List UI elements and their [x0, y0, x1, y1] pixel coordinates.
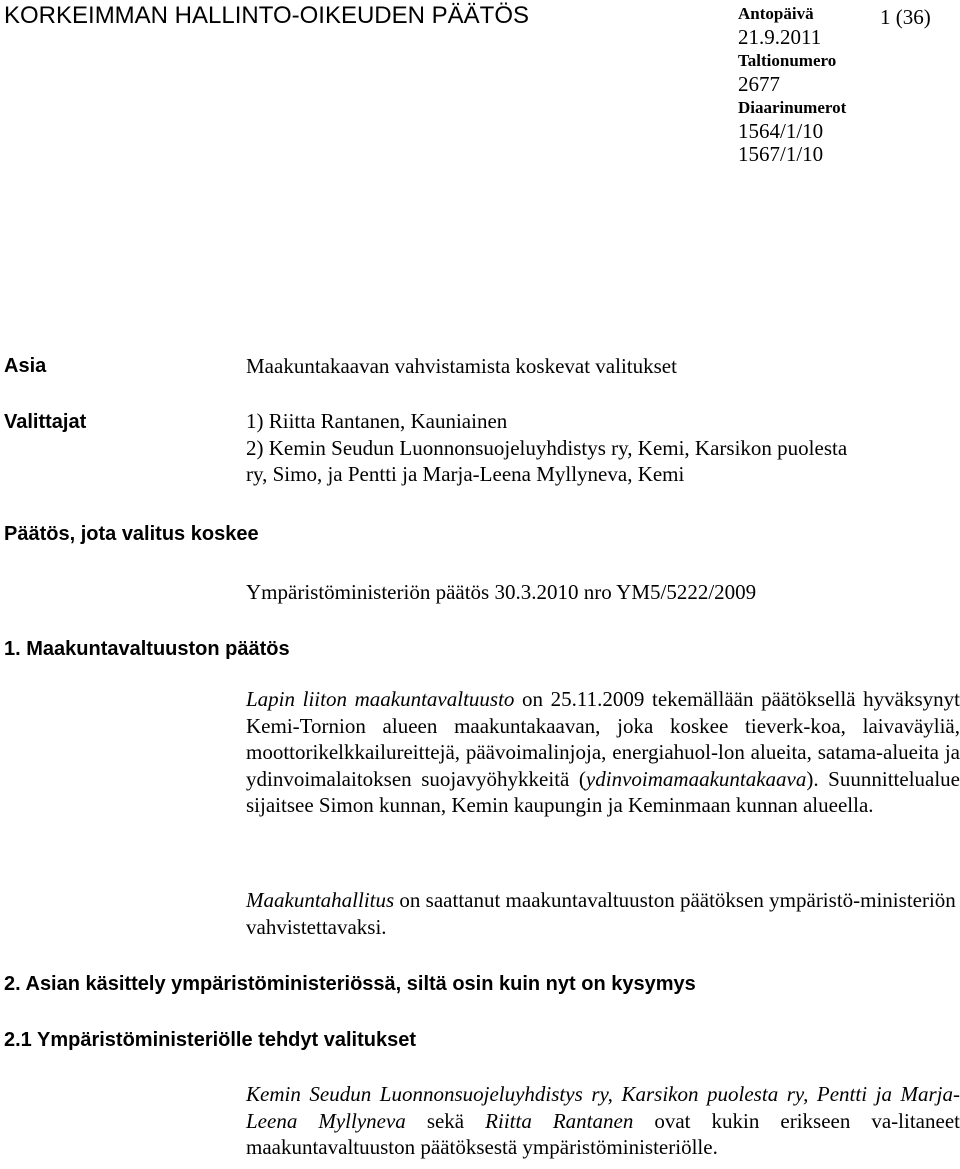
paragraph-text: sekä [405, 1108, 486, 1133]
date-value: 21.9.2011 [738, 24, 822, 49]
paragraph-text: on 25.11.2009 tekemällään päätöksellä hyväksynyt Kemi-Tornion alueen maakuntakaavan, joka koskee tieverk-koa, laivaväyliä, moottorikelkkailureittejä, päävoimalinjoja, energiahuol-lon alueita, satama-alueita ja ydinvoimalaitoksen suojavyöhykkeitä ( [246, 687, 960, 791]
section-1-paragraph-1 [246, 686, 960, 819]
page-number: 1 (36) [880, 5, 931, 29]
appellant-line: ry, Simo, ja Pentti ja Marja-Leena Myllyneva, Kemi [246, 462, 685, 486]
paragraph-text: ). Suunnittelualue sijaitsee Simon kunnan, Kemin kaupungin ja Keminmaan kunnan alueella. [246, 766, 960, 817]
section-1-heading: 1. Maakuntavaltuuston päätös [4, 638, 290, 660]
paragraph-text: ovat kukin erikseen va-litaneet maakuntavaltuuston päätöksestä ympäristöministeriölle. [246, 1108, 960, 1159]
appealed-decision-label: Päätös, jota valitus koskee [4, 523, 259, 545]
appellant-line: 1) Riitta Rantanen, Kauniainen [246, 409, 508, 433]
record-number-value: 2677 [738, 71, 780, 96]
section-2-1-paragraph [246, 1081, 960, 1161]
diary-numbers-label: Diaarinumerot [738, 98, 847, 117]
appellant-name: Riitta Rantanen [485, 1108, 634, 1133]
record-number-label: Taltionumero [738, 51, 837, 70]
section-2-heading: 2. Asian käsittely ympäristöministeriössä, siltä osin kuin nyt on kysymys [4, 973, 696, 995]
section-1-paragraph-2 [246, 887, 960, 940]
board-name: Maakuntahallitus [246, 888, 395, 912]
date-label: Antopäivä [738, 4, 814, 23]
appealed-decision-value: Ympäristöministeriön päätös 30.3.2010 nro YM5/5222/2009 [246, 580, 757, 604]
document-metadata [738, 2, 888, 167]
diary-number-1: 1564/1/10 [738, 118, 824, 143]
diary-number-2: 1567/1/10 [738, 142, 824, 166]
document-title: KORKEIMMAN HALLINTO-OIKEUDEN PÄÄTÖS [4, 2, 529, 29]
appellant-line: 2) Kemin Seudun Luonnonsuojeluyhdistys ry, Kemi, Karsikon puolesta [246, 435, 848, 460]
appellants-label: Valittajat [4, 411, 87, 433]
council-name: Lapin liiton maakuntavaltuusto [246, 687, 515, 711]
plan-name: ydinvoimamaakuntakaava [585, 766, 807, 791]
paragraph-text: on saattanut maakuntavaltuuston päätöksen ympäristö-ministeriön vahvistettavaksi. [246, 888, 956, 939]
appellants-list [246, 408, 960, 488]
matter-value: Maakuntakaavan vahvistamista koskevat valitukset [246, 354, 677, 378]
matter-label: Asia [4, 355, 47, 377]
section-2-1-heading: 2.1 Ympäristöministeriölle tehdyt valitukset [4, 1029, 416, 1051]
appellant-names: Kemin Seudun Luonnonsuojeluyhdistys ry, Karsikon puolesta ry, Pentti ja Marja-Leena Myllyneva [246, 1082, 960, 1133]
